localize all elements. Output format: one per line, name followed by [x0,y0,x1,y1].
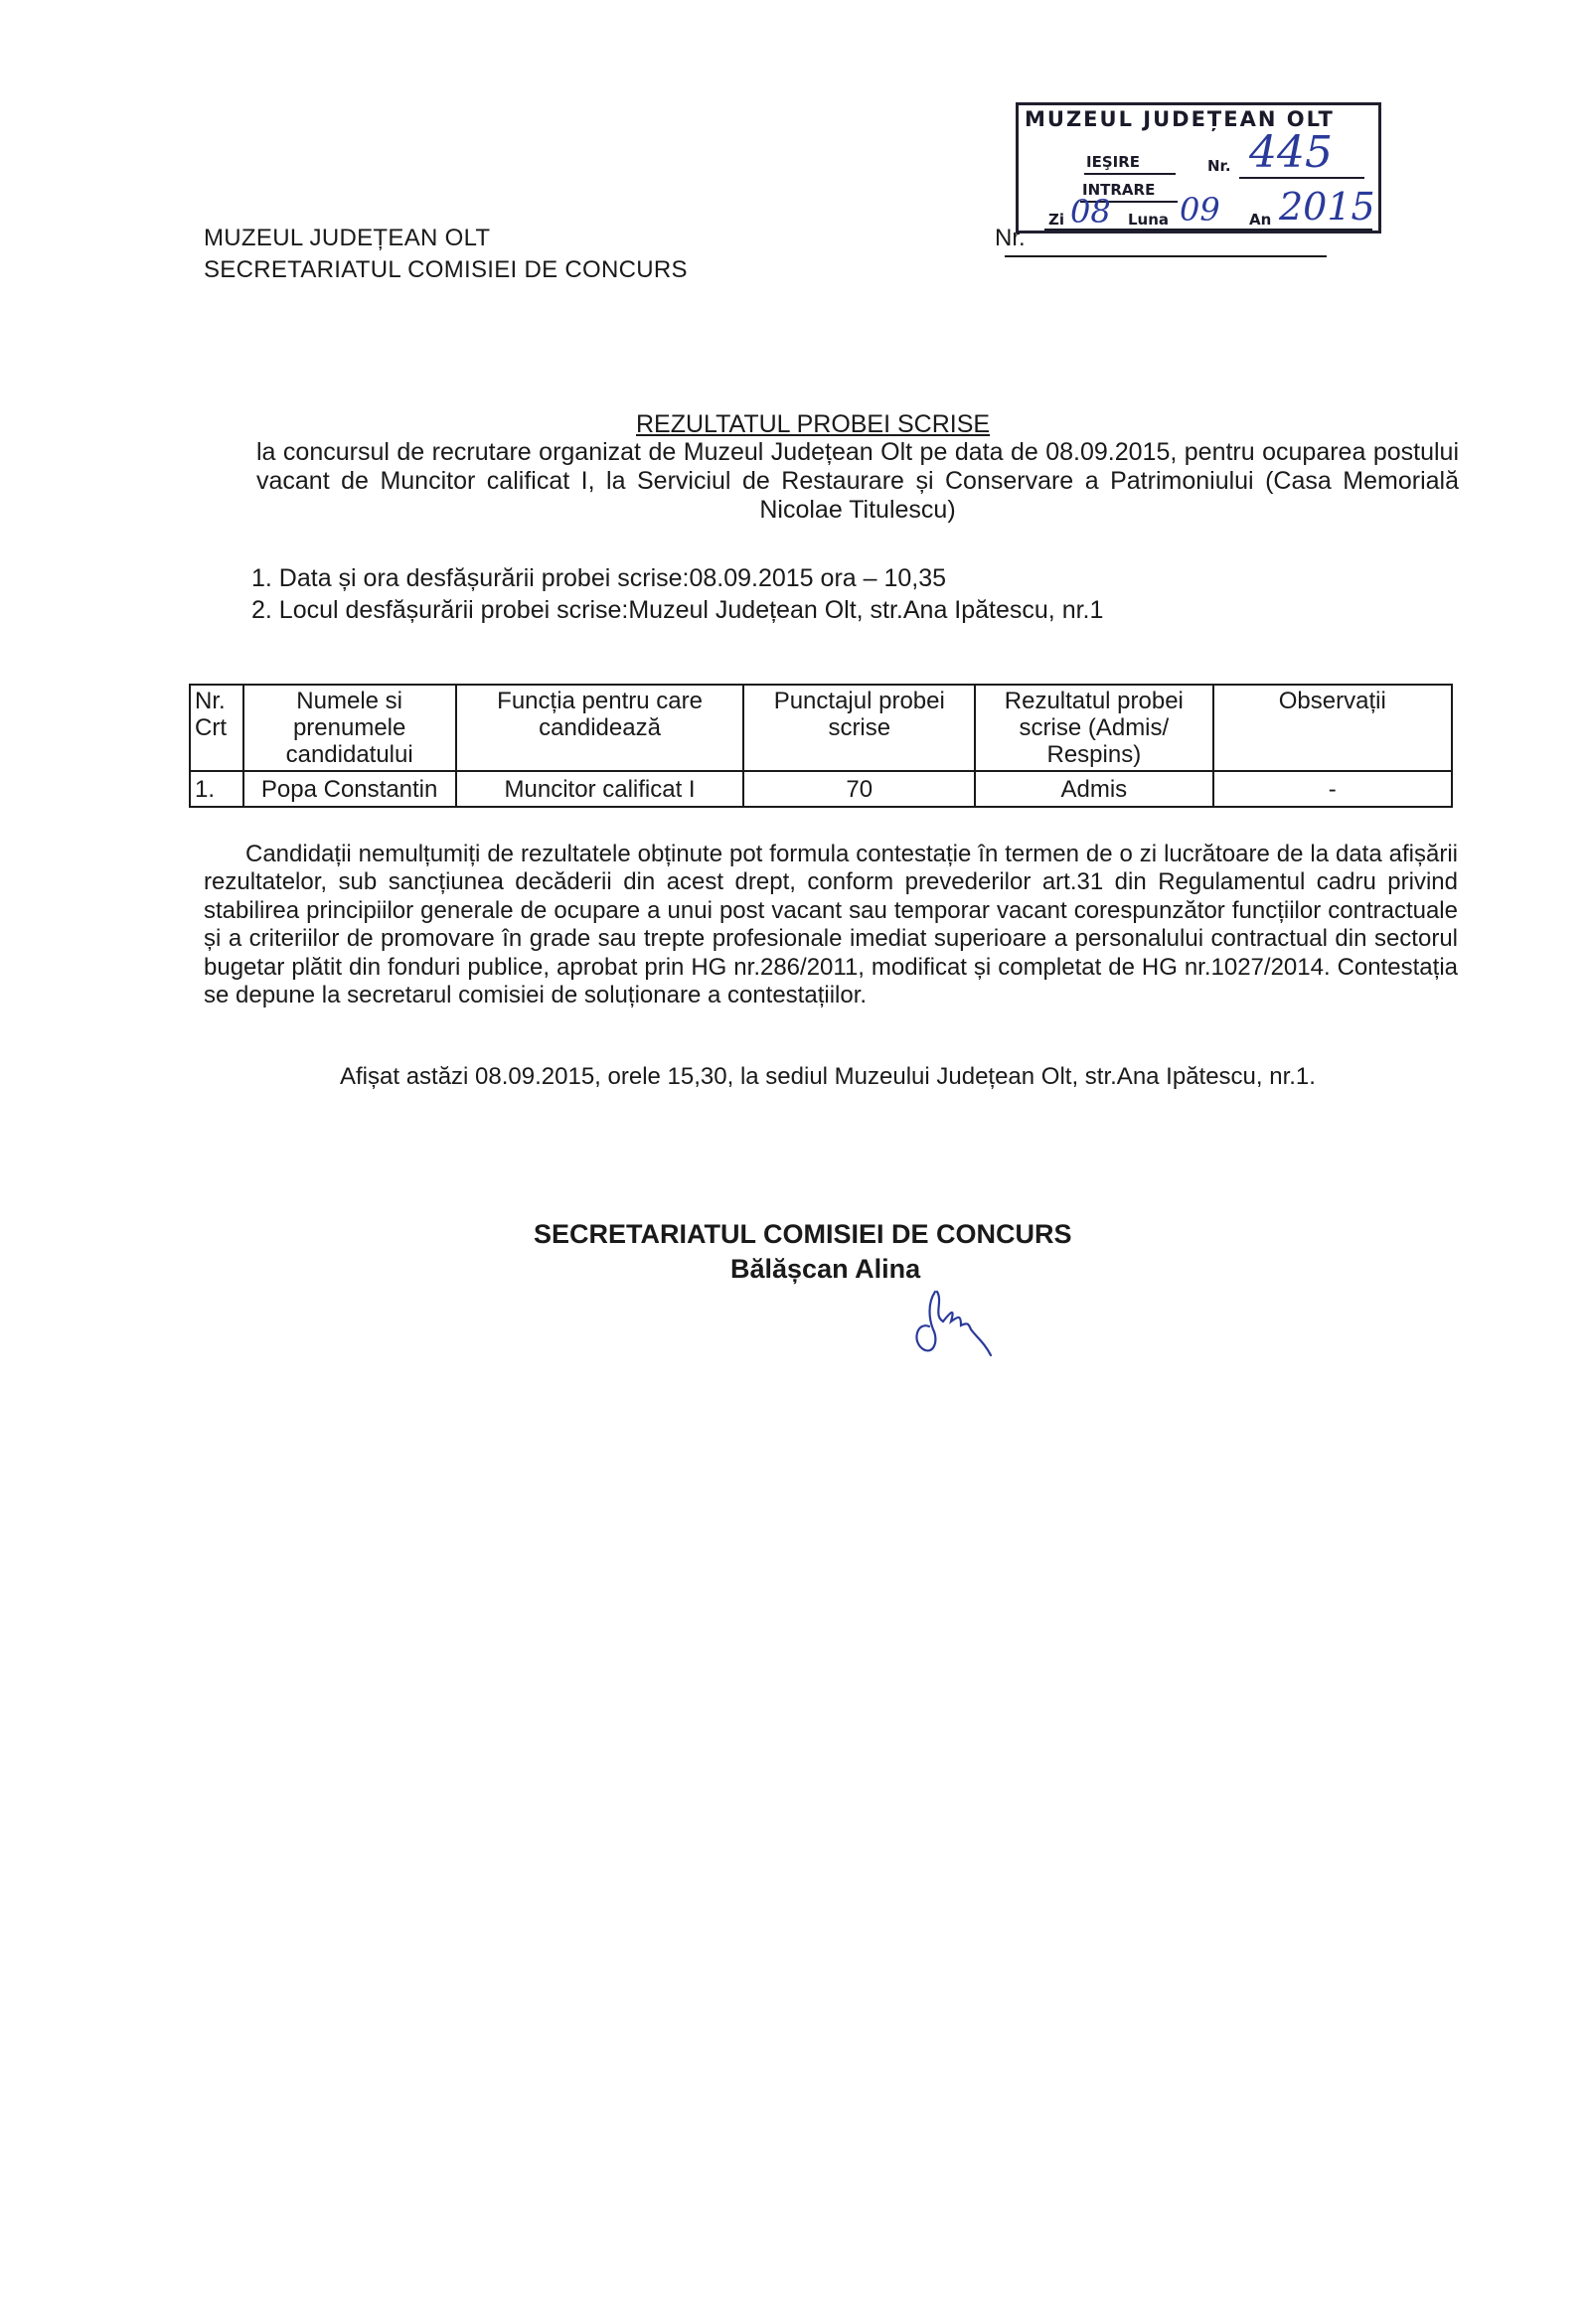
signature-name: Bălășcan Alina [730,1254,921,1284]
registration-stamp [1016,102,1381,233]
posted-notice: Afișat astăzi 08.09.2015, orele 15,30, la sediul Muzeului Județean Olt, str.Ana Ipătescu, nr.1. [340,1063,1316,1090]
document-title: REZULTATUL PROBEI SCRISE [636,410,991,438]
item-location: 2. Locul desfășurării probei scrise:Muzeul Județean Olt, str.Ana Ipătescu, nr.1 [251,596,1104,624]
stamp-nr-label: Nr. [1207,157,1231,175]
stamp-nr-value: 445 [1249,127,1333,178]
stamp-an-value: 2015 [1279,185,1375,229]
header-position: Funcția pentru care candidează [456,685,744,771]
stamp-zi-value: 08 [1070,193,1111,231]
header-score: Punctajul probei scrise [743,685,975,771]
results-table [189,684,1453,808]
stamp-date-underline [1044,229,1372,231]
cell-score: 70 [743,771,975,807]
appeal-notice: Candidații nemulțumiți de rezultatele obținute pot formula contestație în termen de o zi lucrătoare de la data afișării rezultatelor, sub sancțiunea decăderii din acest drept, conform prevederilor art.31 din Regulamentul cadru privind stabilirea principiilor generale de ocupare a unui post vacant sau temporar vacant corespunzător funcțiilor contractuale și a criteriilor de promovare în grade sau trepte profesionale imediat superioare a personalului contractual din sectorul bugetar plătit din fonduri publice, aprobat prin HG nr.286/2011, modificat și completat de HG nr.1027/2014. Contestația se depune la secretarul comisiei de soluționare a contestațiilor. [204,841,1458,1009]
header-nr-label: Nr. [995,225,1026,251]
document-intro: la concursul de recrutare organizat de Muzeul Județean Olt pe data de 08.09.2015, pentru ocuparea postului vacant de Muncitor calificat I, la Serviciul de Restaurare și Conservare a Patrimoniului (Casa Memorială Nicolae Titulescu) [256,438,1459,524]
cell-observations: - [1213,771,1452,807]
cell-position: Muncitor calificat I [456,771,744,807]
cell-result: Admis [975,771,1212,807]
handwritten-signature [899,1282,1009,1371]
header-observations: Observații [1213,685,1452,771]
cell-candidate-name: Popa Constantin [243,771,456,807]
header-department: SECRETARIATUL COMISIEI DE CONCURS [204,256,688,283]
stamp-institution: MUZEUL JUDEȚEAN OLT [1025,107,1335,131]
header-institution: MUZEUL JUDEȚEAN OLT [204,225,491,251]
signature-title: SECRETARIATUL COMISIEI DE CONCURS [534,1219,1072,1249]
table-header-row [190,685,1452,771]
table-row [190,771,1452,807]
header-nr-line [1005,255,1327,257]
header-result: Rezultatul probei scrise (Admis/ Respins) [975,685,1212,771]
stamp-luna-label: Luna [1128,211,1170,229]
stamp-nr-underline [1239,177,1364,179]
stamp-intrare-label: INTRARE [1082,181,1156,199]
stamp-an-label: An [1249,211,1272,229]
item-date-time: 1. Data și ora desfășurării probei scrise:08.09.2015 ora – 10,35 [251,564,947,592]
header-nr-crt: Nr. Crt [190,685,243,771]
stamp-iesire-underline [1084,173,1176,175]
stamp-luna-value: 09 [1180,191,1220,229]
stamp-zi-label: Zi [1048,211,1065,229]
header-candidate-name: Numele si prenumele candidatului [243,685,456,771]
stamp-iesire-label: IEŞIRE [1086,153,1141,171]
cell-nr: 1. [190,771,243,807]
